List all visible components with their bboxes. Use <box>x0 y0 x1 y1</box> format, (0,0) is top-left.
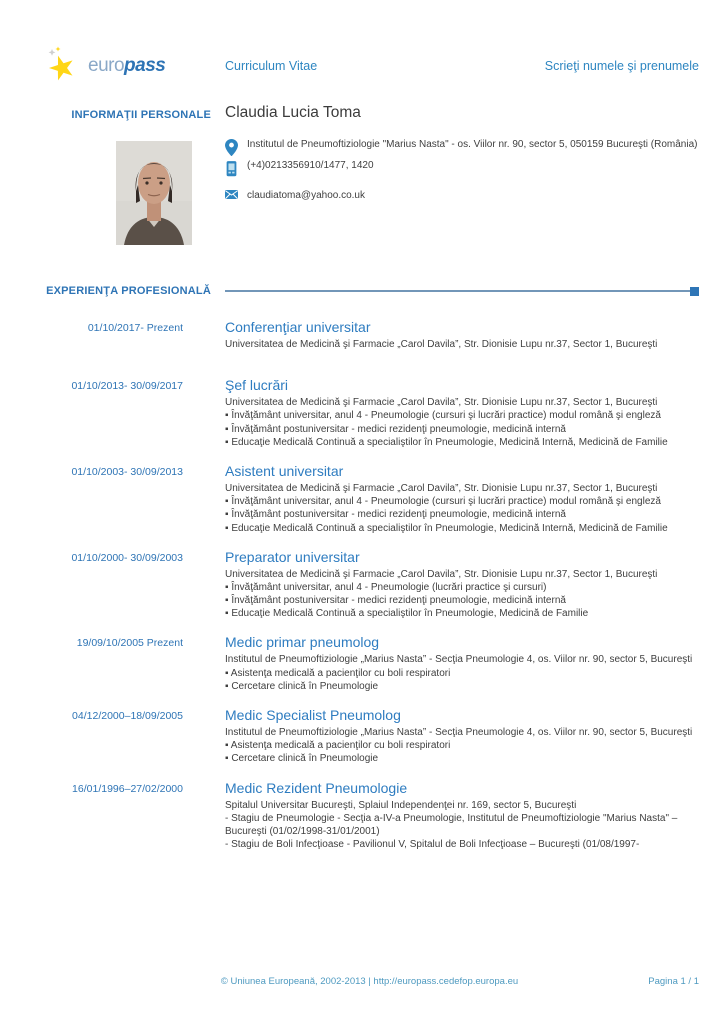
entry-line: ▪ Învăţământ postuniversitar - medici rezidenţi pneumologie, medicină internă <box>225 509 566 521</box>
rule-line <box>225 290 690 292</box>
entry-date: 01/10/2013- 30/09/2017 <box>71 380 183 393</box>
page-footer <box>40 976 699 987</box>
entry-body <box>225 780 699 852</box>
experience-entry <box>40 377 699 449</box>
experience-entry <box>40 319 699 351</box>
section-label-personal: INFORMAŢII PERSONALE <box>71 109 211 121</box>
email-row <box>225 189 699 202</box>
phone-row <box>225 159 699 177</box>
personal-main-column <box>225 104 699 245</box>
job-title: Medic Specialist Pneumolog <box>225 707 401 723</box>
entry-line: Universitatea de Medicină şi Farmacie „Carol Davila”, Str. Dionisie Lupu nr.37, Sector 1, Bucureşti <box>225 397 658 409</box>
entry-line: ▪ Învăţământ universitar, anul 4 - Pneumologie (cursuri şi lucrări practice) modul română şi engleză <box>225 410 661 422</box>
contact-list <box>225 138 699 202</box>
job-title: Medic primar pneumolog <box>225 634 380 651</box>
entry-date: 01/10/2003- 30/09/2013 <box>71 465 183 478</box>
experience-entries <box>40 319 699 851</box>
personal-left-column <box>40 104 225 245</box>
experience-entry <box>40 634 699 693</box>
experience-entry <box>40 463 699 535</box>
logo-text-pass: pass <box>124 55 166 76</box>
experience-entry <box>40 707 699 766</box>
entry-date: 01/10/2017- Prezent <box>87 322 183 334</box>
experience-entry <box>40 549 699 621</box>
entry-line: ▪ Asistenţa medicală a pacienţilor cu boli respiratori <box>225 740 451 752</box>
entry-line: ▪ Învăţământ postuniversitar - medici rezidenţi pneumologie, medicină internă <box>225 423 566 435</box>
phone-icon <box>225 160 238 177</box>
entry-date: 04/12/2000–18/09/2005 <box>72 710 183 722</box>
entry-date: 01/10/2000- 30/09/2003 <box>71 551 183 564</box>
entry-body <box>225 377 699 449</box>
experience-entry <box>40 780 699 852</box>
job-title: Preparator universitar <box>225 548 360 565</box>
job-title: Conferenţiar universitar <box>225 319 371 335</box>
job-title: Şef lucrări <box>225 377 289 394</box>
section-label-experience: EXPERIENŢA PROFESIONALĂ <box>46 285 211 297</box>
envelope-icon <box>225 190 238 199</box>
entry-body <box>225 707 699 766</box>
entry-line: - Stagiu de Boli Infecţioase - Pavilionul V, Spitalul de Boli Infecţioase – Bucureşti (01/08/1997- <box>225 839 640 851</box>
entry-body <box>225 549 699 621</box>
entry-line: ▪ Educaţie Medicală Continuă a specialiştilor în Pneumologie, Medicină Internă, Medicină de Familie <box>225 522 668 534</box>
footer-copyright: © Uniunea Europeană, 2002-2013 | http://europass.cedefop.europa.eu <box>220 976 519 987</box>
page-header <box>40 46 699 86</box>
square-marker-icon <box>690 287 699 296</box>
entry-body <box>225 634 699 693</box>
profile-photo <box>116 141 192 245</box>
person-name: Claudia Lucia Toma <box>225 104 361 121</box>
entry-body <box>225 319 699 351</box>
entry-line: ▪ Cercetare clinică în Pneumologie <box>225 753 379 765</box>
entry-line: Universitatea de Medicină şi Farmacie „Carol Davila”, Str. Dionisie Lupu nr.37, Sector 1, Bucureşti <box>225 568 658 580</box>
entry-line: ▪ Învăţământ universitar, anul 4 - Pneumologie (cursuri şi lucrări practice) modul română şi engleză <box>225 496 661 508</box>
entry-line: ▪ Educaţie Medicală Continuă a specialiştilor în Pneumologie, Medicină de Familie <box>225 608 589 620</box>
entry-line: Spitalul Universitar Bucureşti, Splaiul Independenţei nr. 169, sector 5, Bucureşti <box>225 799 577 811</box>
email-address: claudiatoma@yahoo.co.uk <box>247 189 365 201</box>
entry-line: ▪ Cercetare clinică în Pneumologie <box>225 680 379 692</box>
section-rule <box>225 287 699 296</box>
entry-line: ▪ Învăţământ postuniversitar - medici rezidenţi pneumologie, medicină internă <box>225 595 566 607</box>
entry-date: 19/09/10/2005 Prezent <box>76 637 183 650</box>
job-title: Medic Rezident Pneumologie <box>225 779 408 796</box>
europass-logo <box>40 46 225 86</box>
entry-line: Universitatea de Medicină şi Farmacie „Carol Davila”, Str. Dionisie Lupu nr.37, Sector 1, Bucureşti <box>225 482 658 494</box>
personal-info-section <box>40 104 699 245</box>
europass-star-icon <box>40 46 86 86</box>
phone-number: (+4)0213356910/1477, 1420 <box>247 160 374 172</box>
job-title: Asistent universitar <box>225 462 344 479</box>
entry-line: - Stagiu de Pneumologie - Secţia a-IV-a Pneumologie, Institutul de Pneumoftiziologie "Marius Nasta" – Bucureşti (01/02/1998-31/01/2001) <box>225 812 678 837</box>
footer-page-number: Pagina 1 / 1 <box>648 976 699 987</box>
logo-text-euro: euro <box>88 55 125 76</box>
name-placeholder-hint: Scrieţi numele şi prenumele <box>544 59 699 73</box>
entry-line: Institutul de Pneumoftiziologie „Marius Nasta” - Secţia Pneumologie 4, os. Viilor nr. 90, sector 5, Bucureşti <box>225 654 693 666</box>
entry-line: Universitatea de Medicină şi Farmacie „Carol Davila”, Str. Dionisie Lupu nr.37, Sector 1, Bucureşti <box>225 339 658 350</box>
entry-body <box>225 463 699 535</box>
experience-header <box>40 285 699 297</box>
entry-date: 16/01/1996–27/02/2000 <box>72 782 183 795</box>
entry-line: ▪ Educaţie Medicală Continuă a specialiştilor în Pneumologie, Medicină Internă, Medicină de Familie <box>225 436 668 448</box>
experience-section <box>40 285 699 851</box>
location-pin-icon <box>225 139 238 156</box>
entry-line: ▪ Învăţământ universitar, anul 4 - Pneumologie (lucrări practice şi cursuri) <box>225 581 547 593</box>
address-text: Institutul de Pneumoftiziologie "Marius Nasta" - os. Viilor nr. 90, sector 5, 050159 Bucureşti (România) <box>247 139 698 150</box>
document-type-title: Curriculum Vitae <box>225 59 318 73</box>
logo-wordmark <box>88 55 165 77</box>
entry-line: Institutul de Pneumoftiziologie „Marius Nasta” - Secţia Pneumologie 4, os. Viilor nr. 90, sector 5, Bucureşti <box>225 727 693 738</box>
address-row <box>225 138 699 156</box>
entry-line: ▪ Asistenţa medicală a pacienţilor cu boli respiratori <box>225 667 451 679</box>
